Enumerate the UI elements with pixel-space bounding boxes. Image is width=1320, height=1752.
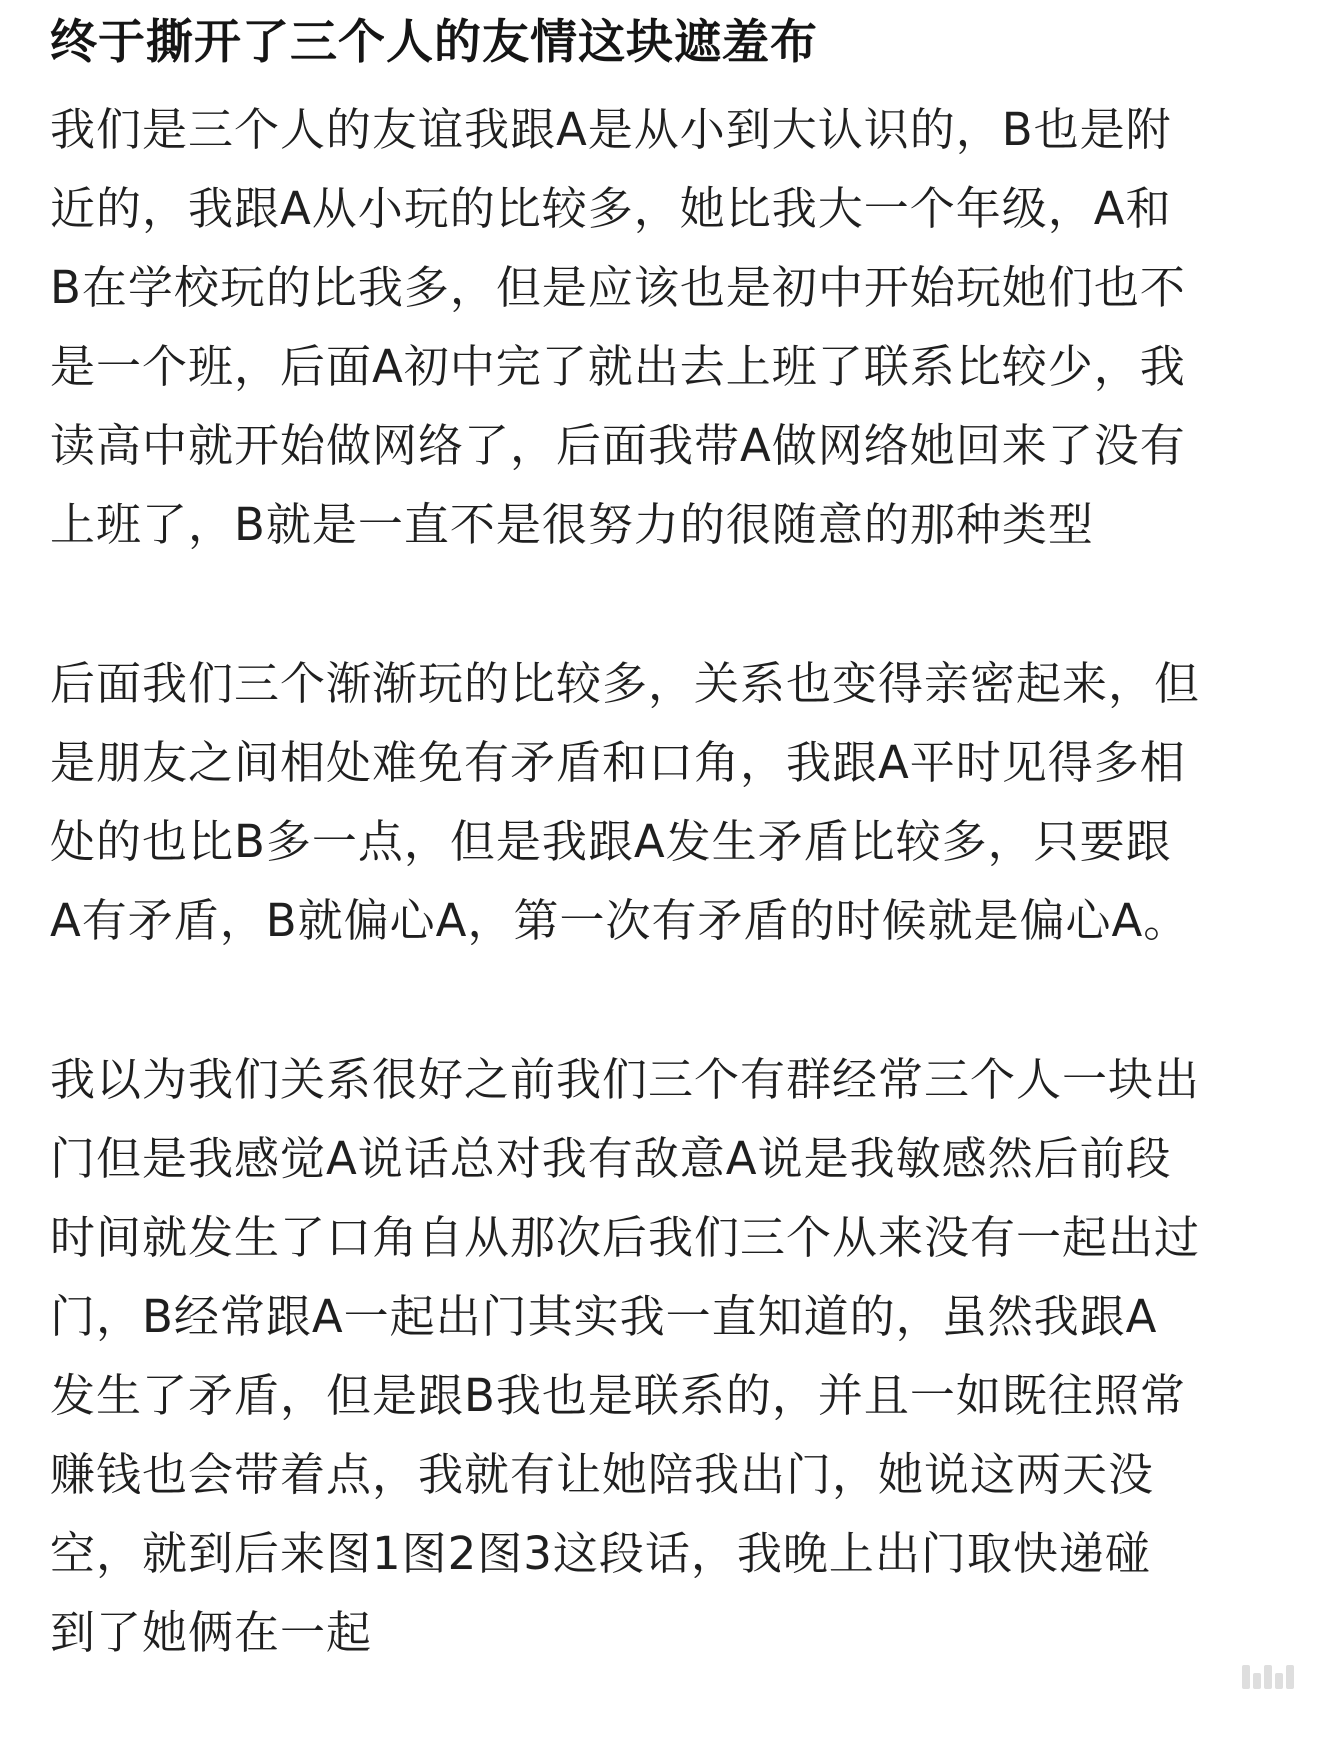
- paragraph-line: 是朋友之间相处难免有矛盾和口角，我跟A平时见得多相: [50, 736, 1186, 789]
- paragraph-line: 是一个班，后面A初中完了就出去上班了联系比较少，我: [50, 340, 1186, 393]
- paragraph-line: B在学校玩的比我多，但是应该也是初中开始玩她们也不: [50, 261, 1186, 314]
- paragraph-line: A有矛盾，B就偏心A，第一次有矛盾的时候就是偏心A。: [50, 894, 1190, 947]
- paragraph-line: 到了她俩在一起: [50, 1606, 373, 1659]
- paragraph-line: 门但是我感觉A说话总对我有敌意A说是我敏感然后前段: [50, 1132, 1172, 1185]
- paragraph-line: 我们是三个人的友谊我跟A是从小到大认识的，B也是附: [50, 103, 1172, 156]
- watermark-bar: [1286, 1665, 1294, 1689]
- post-body: [50, 90, 1280, 1672]
- paragraph-line: 赚钱也会带着点，我就有让她陪我出门，她说这两天没: [50, 1448, 1155, 1501]
- post-title: 终于撕开了三个人的友情这块遮羞布: [50, 15, 818, 70]
- paragraph-1: [50, 90, 1280, 564]
- paragraph-line: 时间就发生了口角自从那次后我们三个从来没有一起出过: [50, 1211, 1201, 1264]
- paragraph-2: [50, 644, 1280, 960]
- watermark-bar: [1242, 1665, 1250, 1689]
- post: [50, 0, 1280, 1752]
- paragraph-line: 读高中就开始做网络了，后面我带A做网络她回来了没有: [50, 419, 1186, 472]
- watermark-bar: [1264, 1665, 1272, 1689]
- paragraph-3: [50, 1040, 1280, 1672]
- paragraph-line: 近的，我跟A从小玩的比较多，她比我大一个年级，A和: [50, 182, 1172, 235]
- watermark-mark: [1242, 1665, 1294, 1689]
- paragraph-line: 处的也比B多一点，但是我跟A发生矛盾比较多，只要跟: [50, 815, 1172, 868]
- paragraph-line: 空，就到后来图1图2图3这段话，我晚上出门取快递碰: [50, 1527, 1151, 1580]
- watermark-bar: [1253, 1673, 1261, 1689]
- paragraph-line: 后面我们三个渐渐玩的比较多，关系也变得亲密起来，但: [50, 657, 1201, 710]
- paragraph-line: 发生了矛盾，但是跟B我也是联系的，并且一如既往照常: [50, 1369, 1186, 1422]
- paragraph-line: 门，B经常跟A一起出门其实我一直知道的，虽然我跟A: [50, 1290, 1158, 1343]
- paragraph-line: 我以为我们关系很好之前我们三个有群经常三个人一块出: [50, 1053, 1201, 1106]
- paragraph-line: 上班了，B就是一直不是很努力的很随意的那种类型: [50, 498, 1094, 551]
- watermark-bar: [1275, 1673, 1283, 1689]
